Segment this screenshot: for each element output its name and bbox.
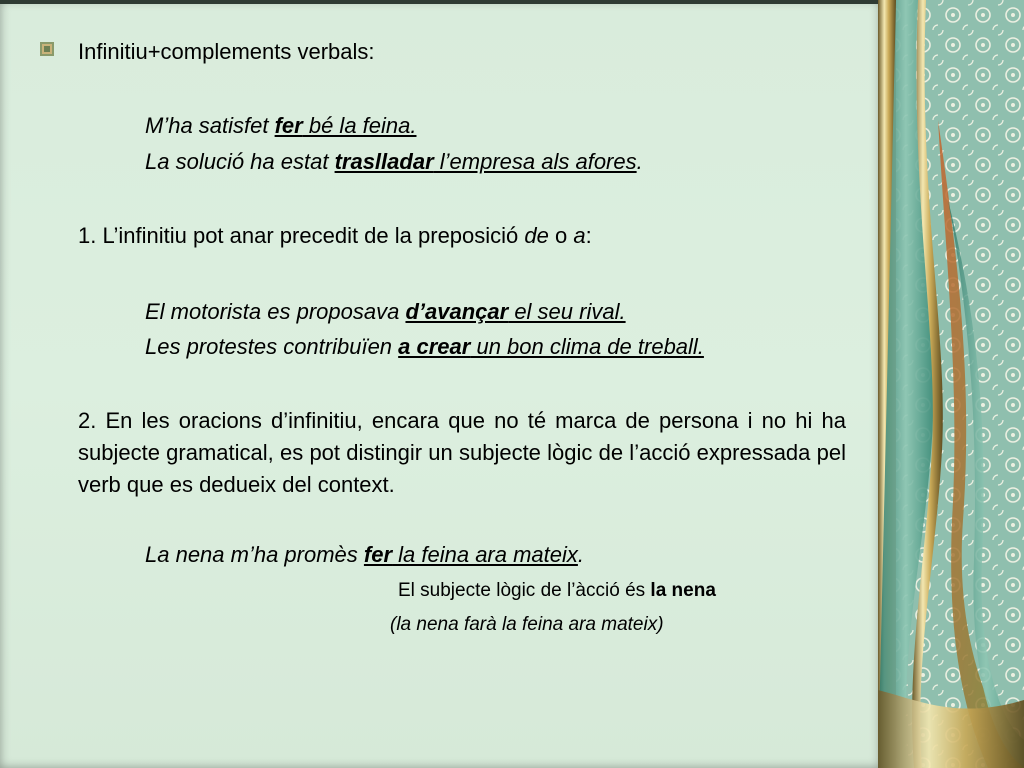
rule-1: 1. L’infinitiu pot anar precedit de la preposició de o a:: [78, 223, 592, 248]
note-1: El subjecte lògic de l’àcció és la nena: [398, 580, 716, 601]
rule-2: 2. En les oracions d’infinitiu, encara que no té marca de persona i no hi ha subjecte gramatical, es pot distingir un subjecte lògic de l’acció expressada pel verb que es dedueix del context.: [78, 408, 846, 497]
decorative-border: [878, 0, 1024, 768]
bullet-title: Infinitiu+complements verbals:: [78, 39, 375, 64]
note-2: (la nena farà la feina ara mateix): [390, 614, 664, 635]
example-3: El motorista es proposava d’avançar el seu rival.: [145, 299, 626, 324]
example-5: La nena m’ha promès fer la feina ara mateix.: [145, 542, 585, 567]
example-2: La solució ha estat traslladar l’empresa als afores.: [145, 149, 643, 174]
example-4: Les protestes contribuïen a crear un bon clima de treball.: [145, 334, 704, 359]
bullet-icon: [40, 42, 54, 56]
top-border: [0, 0, 880, 4]
example-1: M’ha satisfet fer bé la feina.: [145, 113, 417, 138]
